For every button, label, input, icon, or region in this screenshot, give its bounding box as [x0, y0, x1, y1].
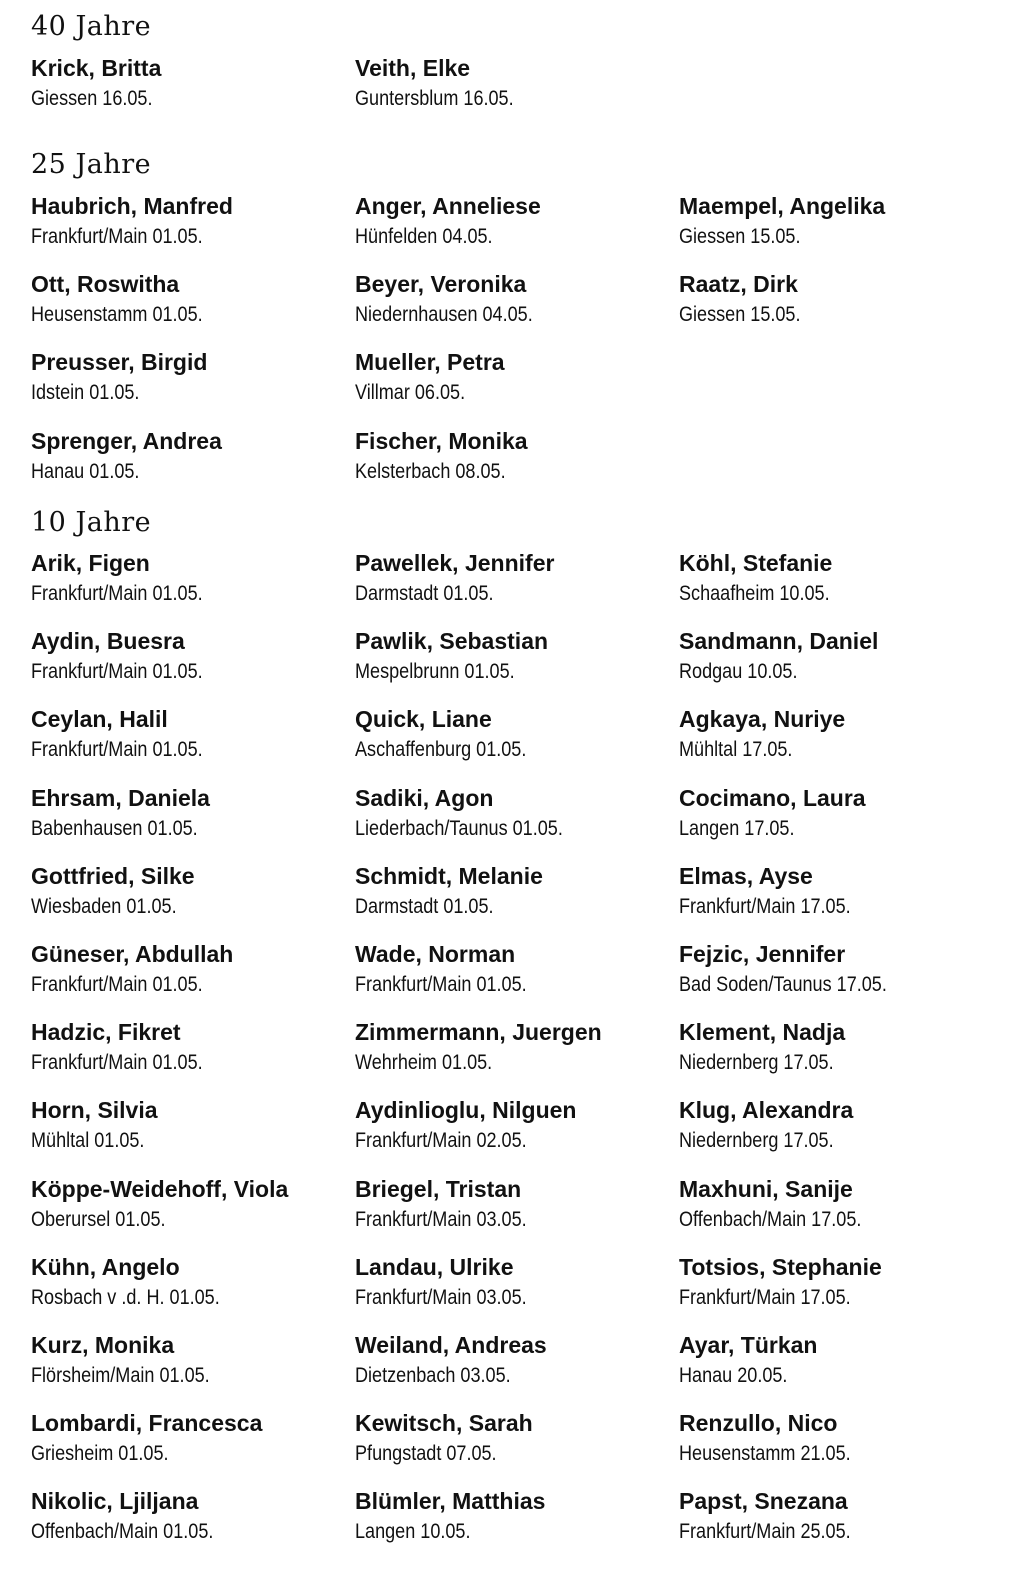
list-item	[31, 1487, 351, 1546]
list-item	[31, 549, 351, 608]
person-name: Klement, Nadja	[679, 1019, 846, 1046]
person-place-date: Frankfurt/Main 03.05.	[355, 1207, 527, 1231]
list-item	[679, 1096, 999, 1155]
person-name: Ott, Roswitha	[31, 271, 180, 298]
person-name: Fischer, Monika	[355, 427, 528, 454]
person-place-date: Hünfelden 04.05.	[355, 225, 493, 248]
person-name: Papst, Snezana	[679, 1488, 848, 1515]
person-place-date: Heusenstamm 21.05.	[679, 1442, 851, 1466]
person-place-date: Rodgau 10.05.	[679, 660, 798, 684]
person-name: Veith, Elke	[355, 55, 471, 81]
person-place-date: Dietzenbach 03.05.	[355, 1364, 511, 1387]
person-place-date: Niedernberg 17.05.	[679, 1129, 834, 1153]
person-name: Sprenger, Andrea	[31, 427, 222, 454]
person-name: Agkaya, Nuriye	[679, 706, 846, 733]
person-place-date: Frankfurt/Main 01.05.	[31, 225, 203, 248]
person-name: Horn, Silvia	[31, 1097, 158, 1124]
list-item	[31, 427, 351, 486]
person-place-date: Niedernhausen 04.05.	[355, 303, 533, 327]
person-name: Sadiki, Agon	[355, 784, 494, 811]
person-name: Beyer, Veronika	[355, 271, 527, 298]
person-place-date: Villmar 06.05.	[355, 381, 466, 405]
person-place-date: Frankfurt/Main 17.05.	[679, 1285, 851, 1309]
person-place-date: Mühltal 01.05.	[31, 1129, 145, 1153]
person-name: Renzullo, Nico	[679, 1410, 838, 1437]
person-place-date: Giessen 16.05.	[31, 87, 153, 110]
person-name: Klug, Alexandra	[679, 1097, 854, 1124]
list-item	[355, 192, 675, 251]
person-place-date: Mühltal 17.05.	[679, 738, 793, 762]
person-name: Krick, Britta	[31, 55, 162, 81]
person-name: Güneser, Abdullah	[31, 941, 234, 967]
list-item	[355, 270, 675, 329]
person-name: Cocimano, Laura	[679, 784, 866, 811]
person-name: Landau, Ulrike	[355, 1253, 514, 1280]
person-name: Blümler, Matthias	[355, 1488, 546, 1515]
person-name: Preusser, Birgid	[31, 349, 208, 376]
person-place-date: Aschaffenburg 01.05.	[355, 738, 527, 762]
person-name: Aydinlioglu, Nilguen	[355, 1097, 577, 1124]
person-name: Raatz, Dirk	[679, 271, 798, 298]
list-item	[31, 705, 351, 764]
person-name: Wade, Norman	[355, 941, 516, 967]
person-name: Weiland, Andreas	[355, 1332, 547, 1358]
person-place-date: Schaafheim 10.05.	[679, 582, 830, 605]
person-name: Maempel, Angelika	[679, 193, 886, 219]
list-item	[355, 1487, 675, 1546]
list-item	[355, 1409, 675, 1468]
list-item	[31, 784, 351, 843]
person-name: Totsios, Stephanie	[679, 1253, 882, 1280]
person-name: Aydin, Buesra	[31, 628, 185, 655]
list-item	[31, 1253, 351, 1312]
list-item	[31, 270, 351, 329]
person-place-date: Wiesbaden 01.05.	[31, 894, 177, 918]
person-place-date: Flörsheim/Main 01.05.	[31, 1364, 210, 1387]
list-item	[355, 427, 675, 486]
person-name: Ceylan, Halil	[31, 706, 168, 733]
list-item	[679, 862, 999, 921]
list-item	[679, 549, 999, 608]
list-item	[31, 1175, 351, 1234]
person-name: Kühn, Angelo	[31, 1253, 180, 1280]
person-place-date: Kelsterbach 08.05.	[355, 459, 506, 483]
list-item	[355, 1331, 675, 1390]
person-name: Hadzic, Fikret	[31, 1019, 181, 1046]
person-name: Maxhuni, Sanije	[679, 1175, 853, 1202]
person-place-date: Giessen 15.05.	[679, 225, 801, 248]
person-place-date: Niedernberg 17.05.	[679, 1051, 834, 1075]
list-item	[355, 1175, 675, 1234]
list-item	[679, 784, 999, 843]
person-name: Köppe-Weidehoff, Viola	[31, 1175, 289, 1202]
list-item	[31, 940, 351, 999]
person-place-date: Frankfurt/Main 01.05.	[31, 582, 203, 605]
list-item	[355, 940, 675, 999]
section-heading: 40 Jahre	[31, 11, 152, 42]
person-name: Fejzic, Jennifer	[679, 941, 846, 967]
person-place-date: Wehrheim 01.05.	[355, 1051, 493, 1075]
list-item	[355, 1018, 675, 1077]
person-place-date: Giessen 15.05.	[679, 303, 801, 327]
person-place-date: Frankfurt/Main 01.05.	[31, 973, 203, 996]
person-place-date: Offenbach/Main 17.05.	[679, 1207, 862, 1231]
list-item	[31, 348, 351, 407]
list-item	[31, 192, 351, 251]
list-item	[355, 1253, 675, 1312]
person-place-date: Rosbach v .d. H. 01.05.	[31, 1285, 220, 1309]
person-place-date: Frankfurt/Main 01.05.	[31, 738, 203, 762]
person-place-date: Babenhausen 01.05.	[31, 816, 198, 840]
person-place-date: Frankfurt/Main 01.05.	[31, 1051, 203, 1075]
list-item	[31, 1096, 351, 1155]
list-item	[679, 705, 999, 764]
list-item	[679, 1175, 999, 1234]
person-place-date: Bad Soden/Taunus 17.05.	[679, 973, 887, 996]
list-item	[355, 784, 675, 843]
person-place-date: Darmstadt 01.05.	[355, 894, 494, 918]
person-name: Zimmermann, Juergen	[355, 1019, 602, 1046]
person-place-date: Hanau 20.05.	[679, 1364, 788, 1387]
list-item	[679, 1331, 999, 1390]
person-place-date: Frankfurt/Main 01.05.	[355, 973, 527, 996]
person-place-date: Mespelbrunn 01.05.	[355, 660, 515, 684]
person-name: Pawellek, Jennifer	[355, 550, 555, 576]
person-place-date: Guntersblum 16.05.	[355, 87, 514, 110]
list-item	[679, 1253, 999, 1312]
list-item	[31, 54, 351, 113]
list-item	[31, 1409, 351, 1468]
person-place-date: Liederbach/Taunus 01.05.	[355, 816, 563, 840]
list-item	[31, 1331, 351, 1390]
section-heading: 10 Jahre	[31, 507, 152, 538]
person-name: Ayar, Türkan	[679, 1332, 818, 1358]
person-name: Arik, Figen	[31, 550, 150, 576]
person-place-date: Idstein 01.05.	[31, 381, 140, 405]
list-item	[679, 192, 999, 251]
list-item	[355, 1096, 675, 1155]
person-name: Elmas, Ayse	[679, 862, 813, 889]
list-item	[679, 1018, 999, 1077]
list-item	[679, 940, 999, 999]
person-place-date: Oberursel 01.05.	[31, 1207, 166, 1231]
list-item	[355, 862, 675, 921]
person-place-date: Frankfurt/Main 25.05.	[679, 1520, 851, 1544]
person-place-date: Hanau 01.05.	[31, 459, 140, 483]
person-name: Sandmann, Daniel	[679, 628, 879, 655]
person-name: Anger, Anneliese	[355, 193, 541, 219]
person-name: Lombardi, Francesca	[31, 1410, 263, 1437]
person-name: Quick, Liane	[355, 706, 492, 733]
list-item	[355, 348, 675, 407]
list-item	[679, 270, 999, 329]
list-item	[31, 862, 351, 921]
person-place-date: Langen 10.05.	[355, 1520, 471, 1544]
person-name: Ehrsam, Daniela	[31, 784, 210, 811]
person-place-date: Frankfurt/Main 02.05.	[355, 1129, 527, 1153]
person-place-date: Heusenstamm 01.05.	[31, 303, 203, 327]
person-name: Pawlik, Sebastian	[355, 628, 549, 655]
person-name: Kewitsch, Sarah	[355, 1410, 533, 1437]
person-name: Köhl, Stefanie	[679, 550, 833, 576]
person-place-date: Frankfurt/Main 17.05.	[679, 894, 851, 918]
person-name: Schmidt, Melanie	[355, 862, 543, 889]
person-place-date: Frankfurt/Main 03.05.	[355, 1285, 527, 1309]
section-heading: 25 Jahre	[31, 149, 152, 180]
person-name: Haubrich, Manfred	[31, 193, 233, 219]
list-item	[31, 1018, 351, 1077]
list-item	[355, 54, 675, 113]
list-item	[679, 1487, 999, 1546]
person-place-date: Offenbach/Main 01.05.	[31, 1520, 214, 1544]
person-place-date: Langen 17.05.	[679, 816, 795, 840]
person-place-date: Darmstadt 01.05.	[355, 582, 494, 605]
person-place-date: Frankfurt/Main 01.05.	[31, 660, 203, 684]
person-name: Gottfried, Silke	[31, 862, 195, 889]
list-item	[31, 627, 351, 686]
list-item	[679, 627, 999, 686]
person-place-date: Griesheim 01.05.	[31, 1442, 169, 1466]
person-place-date: Pfungstadt 07.05.	[355, 1442, 497, 1466]
person-name: Mueller, Petra	[355, 349, 505, 376]
list-item	[355, 549, 675, 608]
list-item	[355, 627, 675, 686]
list-item	[679, 1409, 999, 1468]
person-name: Nikolic, Ljiljana	[31, 1488, 199, 1515]
list-item	[355, 705, 675, 764]
person-name: Briegel, Tristan	[355, 1175, 522, 1202]
person-name: Kurz, Monika	[31, 1332, 175, 1358]
